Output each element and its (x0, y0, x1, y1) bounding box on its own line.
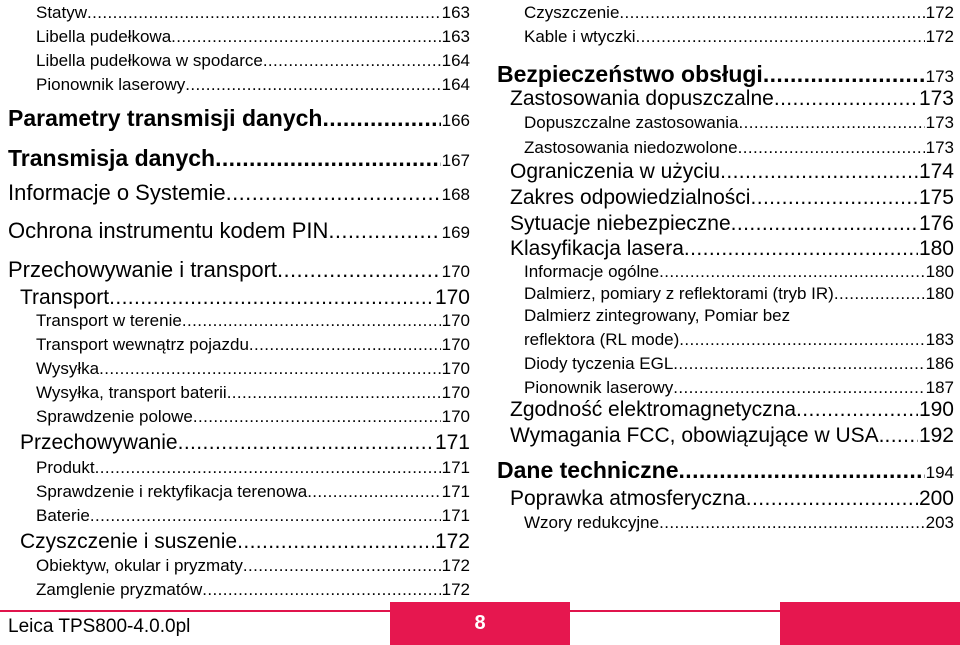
toc-entry[interactable] (0, 286, 470, 310)
toc-entry[interactable] (492, 284, 954, 304)
toc-entry[interactable] (0, 580, 470, 600)
toc-entry-title: Produkt (36, 458, 95, 477)
toc-entry-page: 167 (441, 151, 470, 170)
toc-entry[interactable] (0, 180, 470, 206)
toc-entry[interactable] (0, 431, 470, 455)
toc-entry-page: 173 (925, 113, 954, 132)
toc-entry-title: Zastosowania dopuszczalne (510, 87, 774, 110)
toc-entry-page: 169 (441, 223, 470, 242)
footer-document-id: Leica TPS800-4.0.0pl (8, 616, 191, 637)
toc-entry[interactable] (492, 513, 954, 533)
toc-entry[interactable] (0, 359, 470, 379)
toc-entry-page: 192 (918, 424, 954, 447)
toc-entry-page: 170 (441, 359, 470, 378)
toc-leader-dots (215, 145, 441, 172)
toc-entry-page: 171 (441, 458, 470, 477)
toc-leader-dots (763, 61, 925, 88)
toc-entry[interactable] (492, 3, 954, 23)
toc-entry[interactable] (492, 27, 954, 47)
toc-leader-dots (277, 257, 441, 283)
toc-entry-title: Sprawdzenie i rektyfikacja terenowa (36, 482, 308, 501)
toc-entry-page: 171 (434, 431, 470, 454)
toc-entry-title: Przechowywanie i transport (8, 257, 278, 282)
footer-accent-box (780, 602, 960, 645)
toc-entry-title: Wymagania FCC, obowiązujące w USA. (510, 424, 885, 447)
toc-entry-page: 166 (441, 111, 470, 130)
toc-leader-dots (796, 398, 918, 422)
toc-entry[interactable] (0, 556, 470, 576)
toc-entry-title: Statyw (36, 3, 88, 22)
toc-entry-page: 163 (441, 3, 470, 22)
toc-entry-title: Dalmierz, pomiary z reflektorami (tryb IR) (524, 284, 834, 303)
toc-leader-dots (673, 378, 924, 398)
toc-entry-title: Pionownik laserowy (36, 75, 186, 94)
toc-entry-title: Ochrona instrumentu kodem PIN (8, 218, 329, 243)
toc-leader-dots (738, 138, 925, 158)
toc-entry-title: Libella pudełkowa w spodarce (36, 51, 263, 70)
toc-entry[interactable] (0, 458, 470, 478)
toc-entry-title: Transport wewnątrz pojazdu (36, 335, 249, 354)
toc-leader-dots (328, 218, 440, 244)
toc-leader-dots (90, 506, 441, 526)
toc-leader-dots (659, 513, 925, 533)
toc-entry-page: 203 (925, 513, 954, 532)
toc-entry[interactable] (492, 186, 954, 210)
toc-entry-page: 164 (441, 75, 470, 94)
toc-entry-title: reflektora (RL mode) (524, 330, 680, 349)
toc-entry[interactable] (492, 378, 954, 398)
toc-entry[interactable] (0, 75, 470, 95)
toc-entry[interactable] (492, 138, 954, 158)
toc-entry-page: 164 (441, 51, 470, 70)
toc-entry-title: Transport (20, 286, 110, 309)
toc-entry-title: Sytuacje niebezpieczne (510, 212, 731, 235)
toc-entry-page: 200 (918, 487, 954, 510)
toc-leader-dots (635, 27, 924, 47)
toc-entry-title: Zamglenie pryzmatów (36, 580, 203, 599)
toc-entry[interactable] (0, 257, 470, 283)
toc-entry[interactable] (492, 237, 954, 261)
toc-entry[interactable] (0, 145, 470, 172)
toc-entry[interactable] (0, 27, 470, 47)
toc-entry-title: Kable i wtyczki (524, 27, 636, 46)
toc-entry-page: 171 (441, 482, 470, 501)
toc-entry-title: Klasyfikacja lasera (510, 237, 684, 260)
toc-entry-page: 172 (441, 580, 470, 599)
toc-entry-title: Zakres odpowiedzialności (510, 186, 751, 209)
toc-entry-page: 173 (925, 67, 954, 86)
toc-leader-dots (95, 458, 441, 478)
toc-entry[interactable] (0, 407, 470, 427)
toc-entry-page: 173 (925, 138, 954, 157)
toc-entry-title: Obiektyw, okular i pryzmaty (36, 556, 243, 575)
toc-entry-page: 174 (918, 160, 954, 183)
toc-leader-dots (185, 75, 440, 95)
toc-entry[interactable] (0, 482, 470, 502)
toc-leader-dots (243, 556, 441, 576)
toc-leader-dots (884, 424, 918, 448)
toc-entry-title: Bezpieczeństwo obsługi (497, 61, 763, 87)
toc-leader-dots (226, 180, 441, 206)
toc-entry-page: 168 (441, 185, 470, 204)
toc-entry-title: Pionownik laserowy (524, 378, 674, 397)
toc-leader-dots (619, 3, 924, 23)
toc-entry-page: 172 (434, 530, 470, 553)
toc-entry-page: 170 (441, 262, 470, 281)
toc-entry-title: Wzory redukcyjne (524, 513, 660, 532)
toc-leader-dots (178, 431, 434, 455)
toc-entry-title: Dalmierz zintegrowany, Pomiar bez (524, 306, 791, 325)
toc-entry[interactable] (0, 311, 470, 331)
toc-entry-title: Dopuszczalne zastosowania (524, 113, 739, 132)
toc-leader-dots (193, 407, 441, 427)
page-footer (0, 602, 960, 645)
toc-leader-dots (834, 284, 925, 304)
toc-leader-dots (227, 383, 441, 403)
toc-entry-page: 171 (441, 506, 470, 525)
toc-entry-title: Czyszczenie i suszenie (20, 530, 238, 553)
toc-entry[interactable] (0, 335, 470, 355)
toc-entry[interactable] (492, 212, 954, 236)
toc-entry-page: 170 (441, 383, 470, 402)
toc-entry[interactable] (492, 113, 954, 133)
toc-leader-dots (322, 105, 440, 132)
toc-entry[interactable] (492, 398, 954, 422)
page-number: 8 (474, 612, 486, 634)
toc-entry-title: Transport w terenie (36, 311, 182, 330)
toc-entry-page: 172 (441, 556, 470, 575)
toc-leader-dots (109, 286, 434, 310)
toc-entry-title: Transmisja danych (8, 145, 216, 171)
toc-entry-title: Czyszczenie (524, 3, 620, 22)
toc-entry[interactable] (492, 61, 954, 88)
toc-entry-page: 186 (925, 354, 954, 373)
toc-entry-title: Zastosowania niedozwolone (524, 138, 738, 157)
toc-entry-page: 190 (918, 398, 954, 421)
toc-entry[interactable] (492, 262, 954, 282)
toc-entry-page: 173 (918, 87, 954, 110)
toc-leader-dots (739, 113, 925, 133)
toc-entry[interactable] (492, 487, 954, 511)
toc-entry-page: 163 (441, 27, 470, 46)
toc-entry-page: 170 (434, 286, 470, 309)
toc-entry-title: Ograniczenia w użyciu (510, 160, 721, 183)
toc-entry-page: 170 (441, 335, 470, 354)
toc-entry[interactable] (0, 105, 470, 132)
toc-leader-dots (774, 87, 918, 111)
toc-entry-page: 183 (925, 330, 954, 349)
toc-entry[interactable] (492, 354, 954, 374)
toc-leader-dots (679, 457, 925, 484)
toc-entry[interactable] (492, 87, 954, 111)
toc-entry-title: Diody tyczenia EGL (524, 354, 674, 373)
toc-leader-dots (87, 3, 441, 23)
toc-leader-dots (249, 335, 441, 355)
toc-entry[interactable] (492, 306, 954, 326)
toc-leader-dots (99, 359, 440, 379)
toc-entry-title: Poprawka atmosferyczna (510, 487, 746, 510)
toc-entry-title: Parametry transmisji danych (8, 105, 323, 131)
toc-leader-dots (307, 482, 440, 502)
toc-leader-dots (684, 237, 918, 261)
toc-entry-page: 172 (925, 3, 954, 22)
toc-entry-page: 194 (925, 463, 954, 482)
toc-entry-title: Wysyłka (36, 359, 100, 378)
toc-entry-title: Przechowywanie (20, 431, 178, 454)
toc-entry-page: 187 (925, 378, 954, 397)
toc-leader-dots (182, 311, 441, 331)
toc-leader-dots (263, 51, 441, 71)
toc-entry-title: Baterie (36, 506, 90, 525)
toc-entry-title: Informacje ogólne (524, 262, 660, 281)
toc-entry-title: Sprawdzenie polowe (36, 407, 193, 426)
toc-entry-title: Informacje o Systemie (8, 180, 226, 205)
toc-entry-title: Dane techniczne (497, 457, 679, 483)
toc-entry-page: 170 (441, 407, 470, 426)
toc-entry[interactable] (0, 530, 470, 554)
toc-entry[interactable] (492, 457, 954, 484)
toc-leader-dots (679, 330, 924, 350)
toc-entry-page: 180 (918, 237, 954, 260)
toc-entry-title: Wysyłka, transport baterii (36, 383, 227, 402)
toc-entry[interactable] (0, 383, 470, 403)
toc-leader-dots (673, 354, 924, 374)
toc-entry-page: 170 (441, 311, 470, 330)
toc-entry-title: Libella pudełkowa (36, 27, 172, 46)
toc-entry[interactable] (0, 51, 470, 71)
toc-entry-page: 180 (925, 262, 954, 281)
toc-leader-dots (202, 580, 440, 600)
toc-entry[interactable] (492, 160, 954, 184)
toc-entry[interactable] (0, 3, 470, 23)
toc-entry-page: 172 (925, 27, 954, 46)
toc-entry[interactable] (492, 424, 954, 448)
toc-entry-page: 175 (918, 186, 954, 209)
toc-entry-page: 180 (925, 284, 954, 303)
toc-leader-dots (659, 262, 924, 282)
toc-entry[interactable] (0, 218, 470, 244)
toc-leader-dots (746, 487, 918, 511)
toc-leader-dots (731, 212, 918, 236)
footer-page-number (390, 602, 570, 645)
toc-entry-title: Zgodność elektromagnetyczna (510, 398, 796, 421)
toc-entry[interactable] (0, 506, 470, 526)
toc-leader-dots (750, 186, 917, 210)
toc-entry-page: 176 (918, 212, 954, 235)
toc-leader-dots (237, 530, 434, 554)
toc-leader-dots (171, 27, 440, 47)
toc-entry[interactable] (492, 330, 954, 350)
toc-leader-dots (720, 160, 918, 184)
